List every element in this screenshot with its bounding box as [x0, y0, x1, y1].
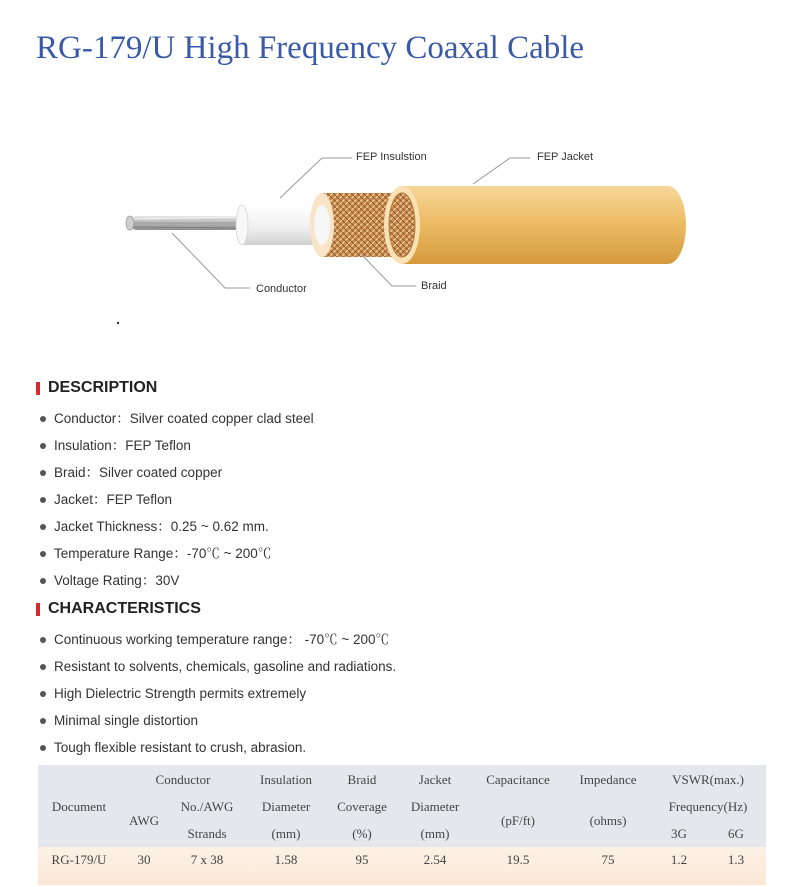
- label-insulation: FEP Insulstion: [356, 151, 427, 163]
- page-title: RG-179/U High Frequency Coaxal Cable: [36, 30, 585, 66]
- list-item: Resistant to solvents, chemicals, gasoline and radiations.: [40, 653, 396, 680]
- characteristics-heading-text: CHARACTERISTICS: [48, 600, 201, 617]
- characteristics-heading: [36, 600, 201, 618]
- list-item: Tough flexible resistant to crush, abrasion.: [40, 734, 396, 761]
- list-item: Jacket Thickness：0.25 ~ 0.62 mm.: [40, 513, 314, 540]
- header-impedance: Impedance: [579, 772, 637, 787]
- cable-diagram: [0, 130, 789, 310]
- header-braid: Braid: [347, 772, 377, 787]
- cell-capacitance: 19.5: [506, 852, 530, 867]
- list-item: Continuous working temperature range： -70℃ ~ 200℃: [40, 626, 396, 653]
- list-item: Insulation：FEP Teflon: [40, 432, 314, 459]
- header-capacitance-unit: (pF/ft): [501, 813, 535, 828]
- header-no-awg: No./AWG: [180, 799, 234, 814]
- cell-braid: 95: [355, 852, 369, 867]
- header-awg: AWG: [128, 813, 160, 828]
- list-item: Voltage Rating：30V: [40, 567, 314, 594]
- table-row: [38, 847, 766, 885]
- description-list: [40, 405, 314, 594]
- stray-dot: [117, 322, 119, 324]
- header-insulation: Insulation: [260, 772, 312, 787]
- list-item: Conductor：Silver coated copper clad steel: [40, 405, 314, 432]
- heading-bar: [36, 382, 40, 395]
- header-strands: Strands: [187, 826, 227, 841]
- label-conductor: Conductor: [256, 283, 307, 295]
- table-header: [38, 765, 766, 847]
- list-item: Temperature Range：-70℃ ~ 200℃: [40, 540, 314, 567]
- header-insulation-diameter: Diameter: [261, 799, 311, 814]
- header-vswr: VSWR(max.): [672, 772, 744, 787]
- list-item: Minimal single distortion: [40, 707, 396, 734]
- jacket-layer: [384, 186, 686, 264]
- header-insulation-unit: (mm): [271, 826, 301, 841]
- cell-impedance: 75: [601, 852, 615, 867]
- label-braid: Braid: [421, 280, 447, 292]
- header-jacket-unit: (mm): [420, 826, 450, 841]
- header-braid-unit: (%): [352, 826, 372, 841]
- header-impedance-unit: (ohms): [589, 813, 627, 828]
- cell-strands: 7 x 38: [190, 852, 224, 867]
- heading-bar: [36, 603, 40, 616]
- label-jacket: FEP Jacket: [537, 151, 594, 163]
- list-item: High Dielectric Strength permits extremely: [40, 680, 396, 707]
- description-heading-text: DESCRIPTION: [48, 379, 158, 396]
- cell-awg: 30: [137, 852, 151, 867]
- cell-vswr-3g: 1.2: [670, 852, 688, 867]
- header-conductor: Conductor: [155, 772, 211, 787]
- spec-table: [38, 765, 766, 885]
- list-item: Jacket：FEP Teflon: [40, 486, 314, 513]
- description-heading: [36, 379, 157, 397]
- header-6g: 6G: [728, 826, 744, 841]
- cell-vswr-6g: 1.3: [727, 852, 745, 867]
- conductor-wire: [126, 216, 248, 230]
- header-jacket-diameter: Diameter: [410, 799, 460, 814]
- header-document: Document: [51, 799, 107, 814]
- cell-jacket: 2.54: [423, 852, 447, 867]
- header-jacket: Jacket: [418, 772, 452, 787]
- header-3g: 3G: [671, 826, 687, 841]
- cell-document: RG-179/U: [51, 852, 107, 867]
- header-braid-coverage: Coverage: [337, 799, 387, 814]
- cell-insulation: 1.58: [274, 852, 298, 867]
- list-item: Braid：Silver coated copper: [40, 459, 314, 486]
- characteristics-list: [40, 626, 396, 761]
- header-frequency: Frequency(Hz): [668, 799, 748, 814]
- header-capacitance: Capacitance: [486, 772, 550, 787]
